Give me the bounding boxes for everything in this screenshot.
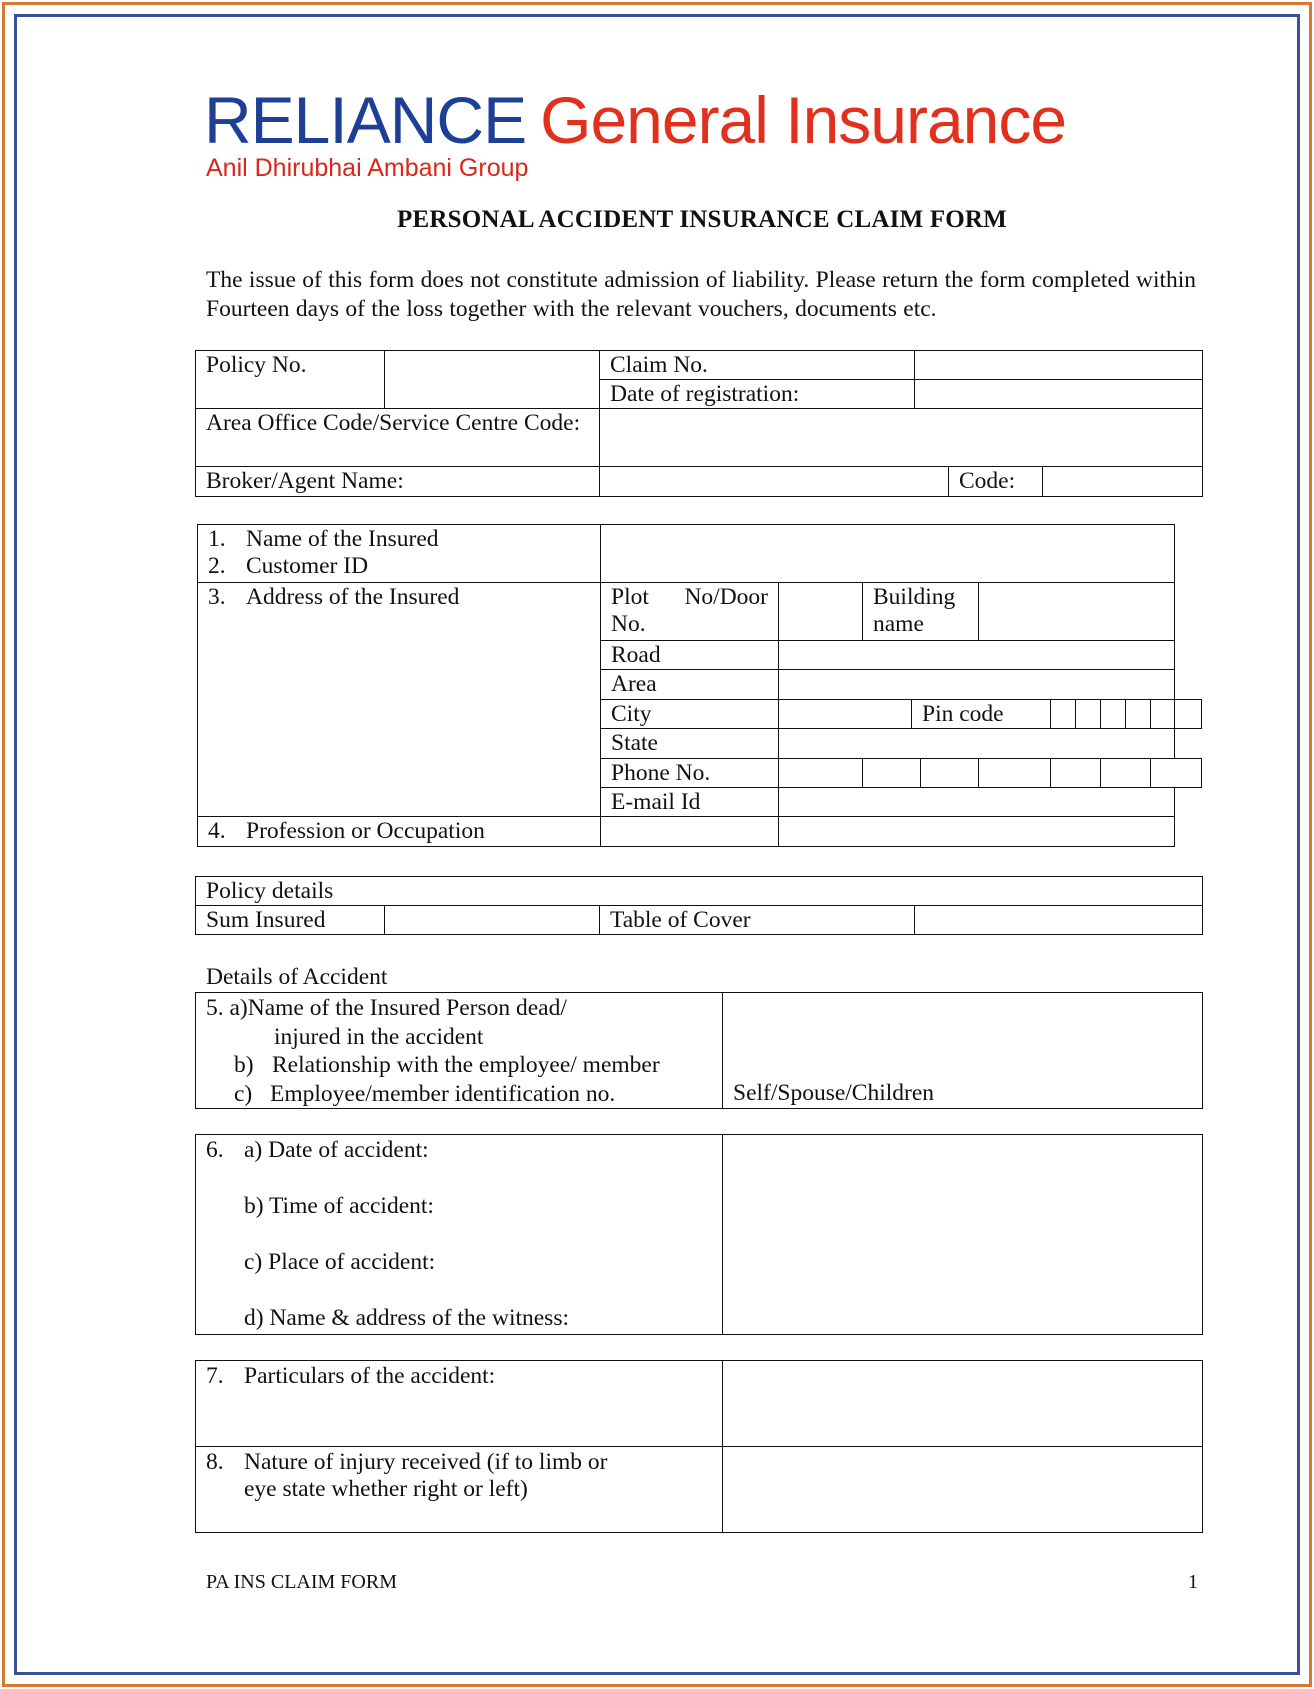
- profession-label-cell: [198, 817, 601, 847]
- area-label: Area: [601, 670, 779, 700]
- q6-table: [195, 1134, 1203, 1335]
- q5b-text: Relationship with the employee/ member: [272, 1052, 660, 1078]
- profession-field-1[interactable]: [601, 817, 779, 847]
- q2-number: 2.: [208, 553, 226, 579]
- q5a-text: 5. a)Name of the Insured Person dead/: [206, 995, 567, 1021]
- form-title: [0, 206, 1314, 234]
- q5c-text: Employee/member identification no.: [270, 1080, 616, 1107]
- company-logo: [204, 83, 1067, 194]
- claim-no-label: Claim No.: [600, 351, 915, 380]
- q6c-text: c) Place of accident:: [244, 1249, 436, 1275]
- q5c-label: c): [234, 1080, 253, 1107]
- q3-number: 3.: [208, 584, 226, 610]
- state-field[interactable]: [779, 729, 1175, 759]
- q7-q8-table: [195, 1360, 1203, 1533]
- policy-details-heading: Policy details: [196, 877, 1203, 906]
- footer-form-code: PA INS CLAIM FORM: [206, 1571, 397, 1593]
- q1-number: 1.: [208, 526, 226, 552]
- area-field[interactable]: [779, 670, 1175, 700]
- broker-name-field[interactable]: [600, 467, 949, 497]
- city-label: City: [601, 700, 779, 729]
- pin-digit-2[interactable]: [1076, 700, 1101, 729]
- pin-digit-1[interactable]: [1051, 700, 1076, 729]
- broker-name-label: Broker/Agent Name:: [196, 467, 600, 497]
- q8-answer-field[interactable]: [723, 1447, 1203, 1533]
- q5-answer-field[interactable]: [723, 993, 1203, 1109]
- q6-answer-field[interactable]: [723, 1135, 1203, 1335]
- policy-no-label: Policy No.: [196, 351, 385, 409]
- code-label: Code:: [949, 467, 1043, 497]
- table-of-cover-label: Table of Cover: [600, 906, 915, 935]
- q5b-label: b): [234, 1052, 254, 1078]
- q8-number: 8.: [206, 1449, 224, 1475]
- insured-details-table: [197, 524, 1202, 847]
- q5-table: [195, 992, 1203, 1109]
- name-of-insured-label: Name of the Insured: [246, 526, 439, 552]
- q7-question-cell: [196, 1361, 723, 1447]
- q8-question-cell: [196, 1447, 723, 1533]
- details-of-accident-heading: Details of Accident: [206, 964, 388, 990]
- claim-no-field[interactable]: [915, 351, 1203, 380]
- phone-box-2[interactable]: [863, 759, 921, 788]
- email-label: E-mail Id: [601, 788, 779, 817]
- phone-label: Phone No.: [601, 759, 779, 788]
- q4-number: 4.: [208, 818, 226, 844]
- phone-box-4[interactable]: [979, 759, 1051, 788]
- footer-page-number: 1: [1188, 1571, 1198, 1593]
- q8-line1-text: Nature of injury received (if to limb or: [244, 1449, 608, 1475]
- q7-number: 7.: [206, 1363, 224, 1389]
- code-field[interactable]: [1043, 467, 1203, 497]
- q6d-text: d) Name & address of the witness:: [244, 1305, 570, 1331]
- address-label: Address of the Insured: [246, 584, 460, 610]
- q6-question-cell: [196, 1135, 723, 1335]
- q5-answer-text: Self/Spouse/Children: [733, 1080, 935, 1106]
- form-title-text: PERSONAL ACCIDENT INSURANCE CLAIM FORM: [397, 206, 1007, 233]
- profession-field-2[interactable]: [779, 817, 1175, 847]
- phone-box-5[interactable]: [1051, 759, 1101, 788]
- pin-digit-5[interactable]: [1151, 700, 1175, 729]
- q7-text: Particulars of the accident:: [244, 1363, 496, 1389]
- name-customer-field[interactable]: [601, 525, 1175, 583]
- q6b-text: b) Time of accident:: [244, 1193, 434, 1219]
- logo-general-insurance-text: General Insurance: [540, 83, 1067, 157]
- q6a-text: a) Date of accident:: [244, 1137, 429, 1163]
- q6-number: 6.: [206, 1137, 224, 1163]
- pin-code-label: Pin code: [912, 700, 1051, 729]
- road-field[interactable]: [779, 641, 1175, 670]
- road-label: Road: [601, 641, 779, 670]
- customer-id-label: Customer ID: [246, 553, 369, 579]
- pin-digit-3[interactable]: [1101, 700, 1126, 729]
- phone-box-6[interactable]: [1101, 759, 1151, 788]
- pin-digit-4[interactable]: [1126, 700, 1151, 729]
- phone-box-3[interactable]: [921, 759, 979, 788]
- profession-label: Profession or Occupation: [246, 818, 485, 844]
- q8-line2-text: eye state whether right or left): [244, 1476, 528, 1502]
- policy-no-field[interactable]: [385, 351, 600, 409]
- plot-label: Plot No/Door No.: [601, 583, 779, 641]
- intro-paragraph: The issue of this form does not constitute admission of liability. Please return the form completed within Fourteen days of the loss together with the relevant vouchers, documents etc.: [206, 267, 1197, 322]
- plot-field[interactable]: [779, 583, 863, 641]
- q7-answer-field[interactable]: [723, 1361, 1203, 1447]
- q5a-cont-text: injured in the accident: [274, 1023, 484, 1050]
- date-registration-label: Date of registration:: [600, 380, 915, 409]
- email-field[interactable]: [779, 788, 1175, 817]
- address-label-cell: [198, 583, 601, 817]
- policy-details-table: [195, 876, 1203, 935]
- name-customer-labels: [198, 525, 601, 583]
- building-label: Building name: [863, 583, 979, 641]
- logo-reliance-text: RELIANCE: [204, 83, 527, 157]
- sum-insured-label: Sum Insured: [196, 906, 385, 935]
- phone-box-7[interactable]: [1151, 759, 1202, 788]
- sum-insured-field[interactable]: [385, 906, 600, 935]
- area-office-field[interactable]: [600, 409, 1203, 467]
- state-label: State: [601, 729, 779, 759]
- area-office-label: Area Office Code/Service Centre Code:: [196, 409, 600, 467]
- building-field[interactable]: [979, 583, 1175, 641]
- city-field[interactable]: [779, 700, 912, 729]
- pin-digit-6[interactable]: [1175, 700, 1202, 729]
- header-table: [195, 350, 1203, 497]
- phone-box-1[interactable]: [779, 759, 863, 788]
- logo-group-text: Anil Dhirubhai Ambani Group: [206, 154, 529, 182]
- q5-question-cell: [196, 993, 723, 1109]
- date-registration-field[interactable]: [915, 380, 1203, 409]
- table-of-cover-field[interactable]: [915, 906, 1203, 935]
